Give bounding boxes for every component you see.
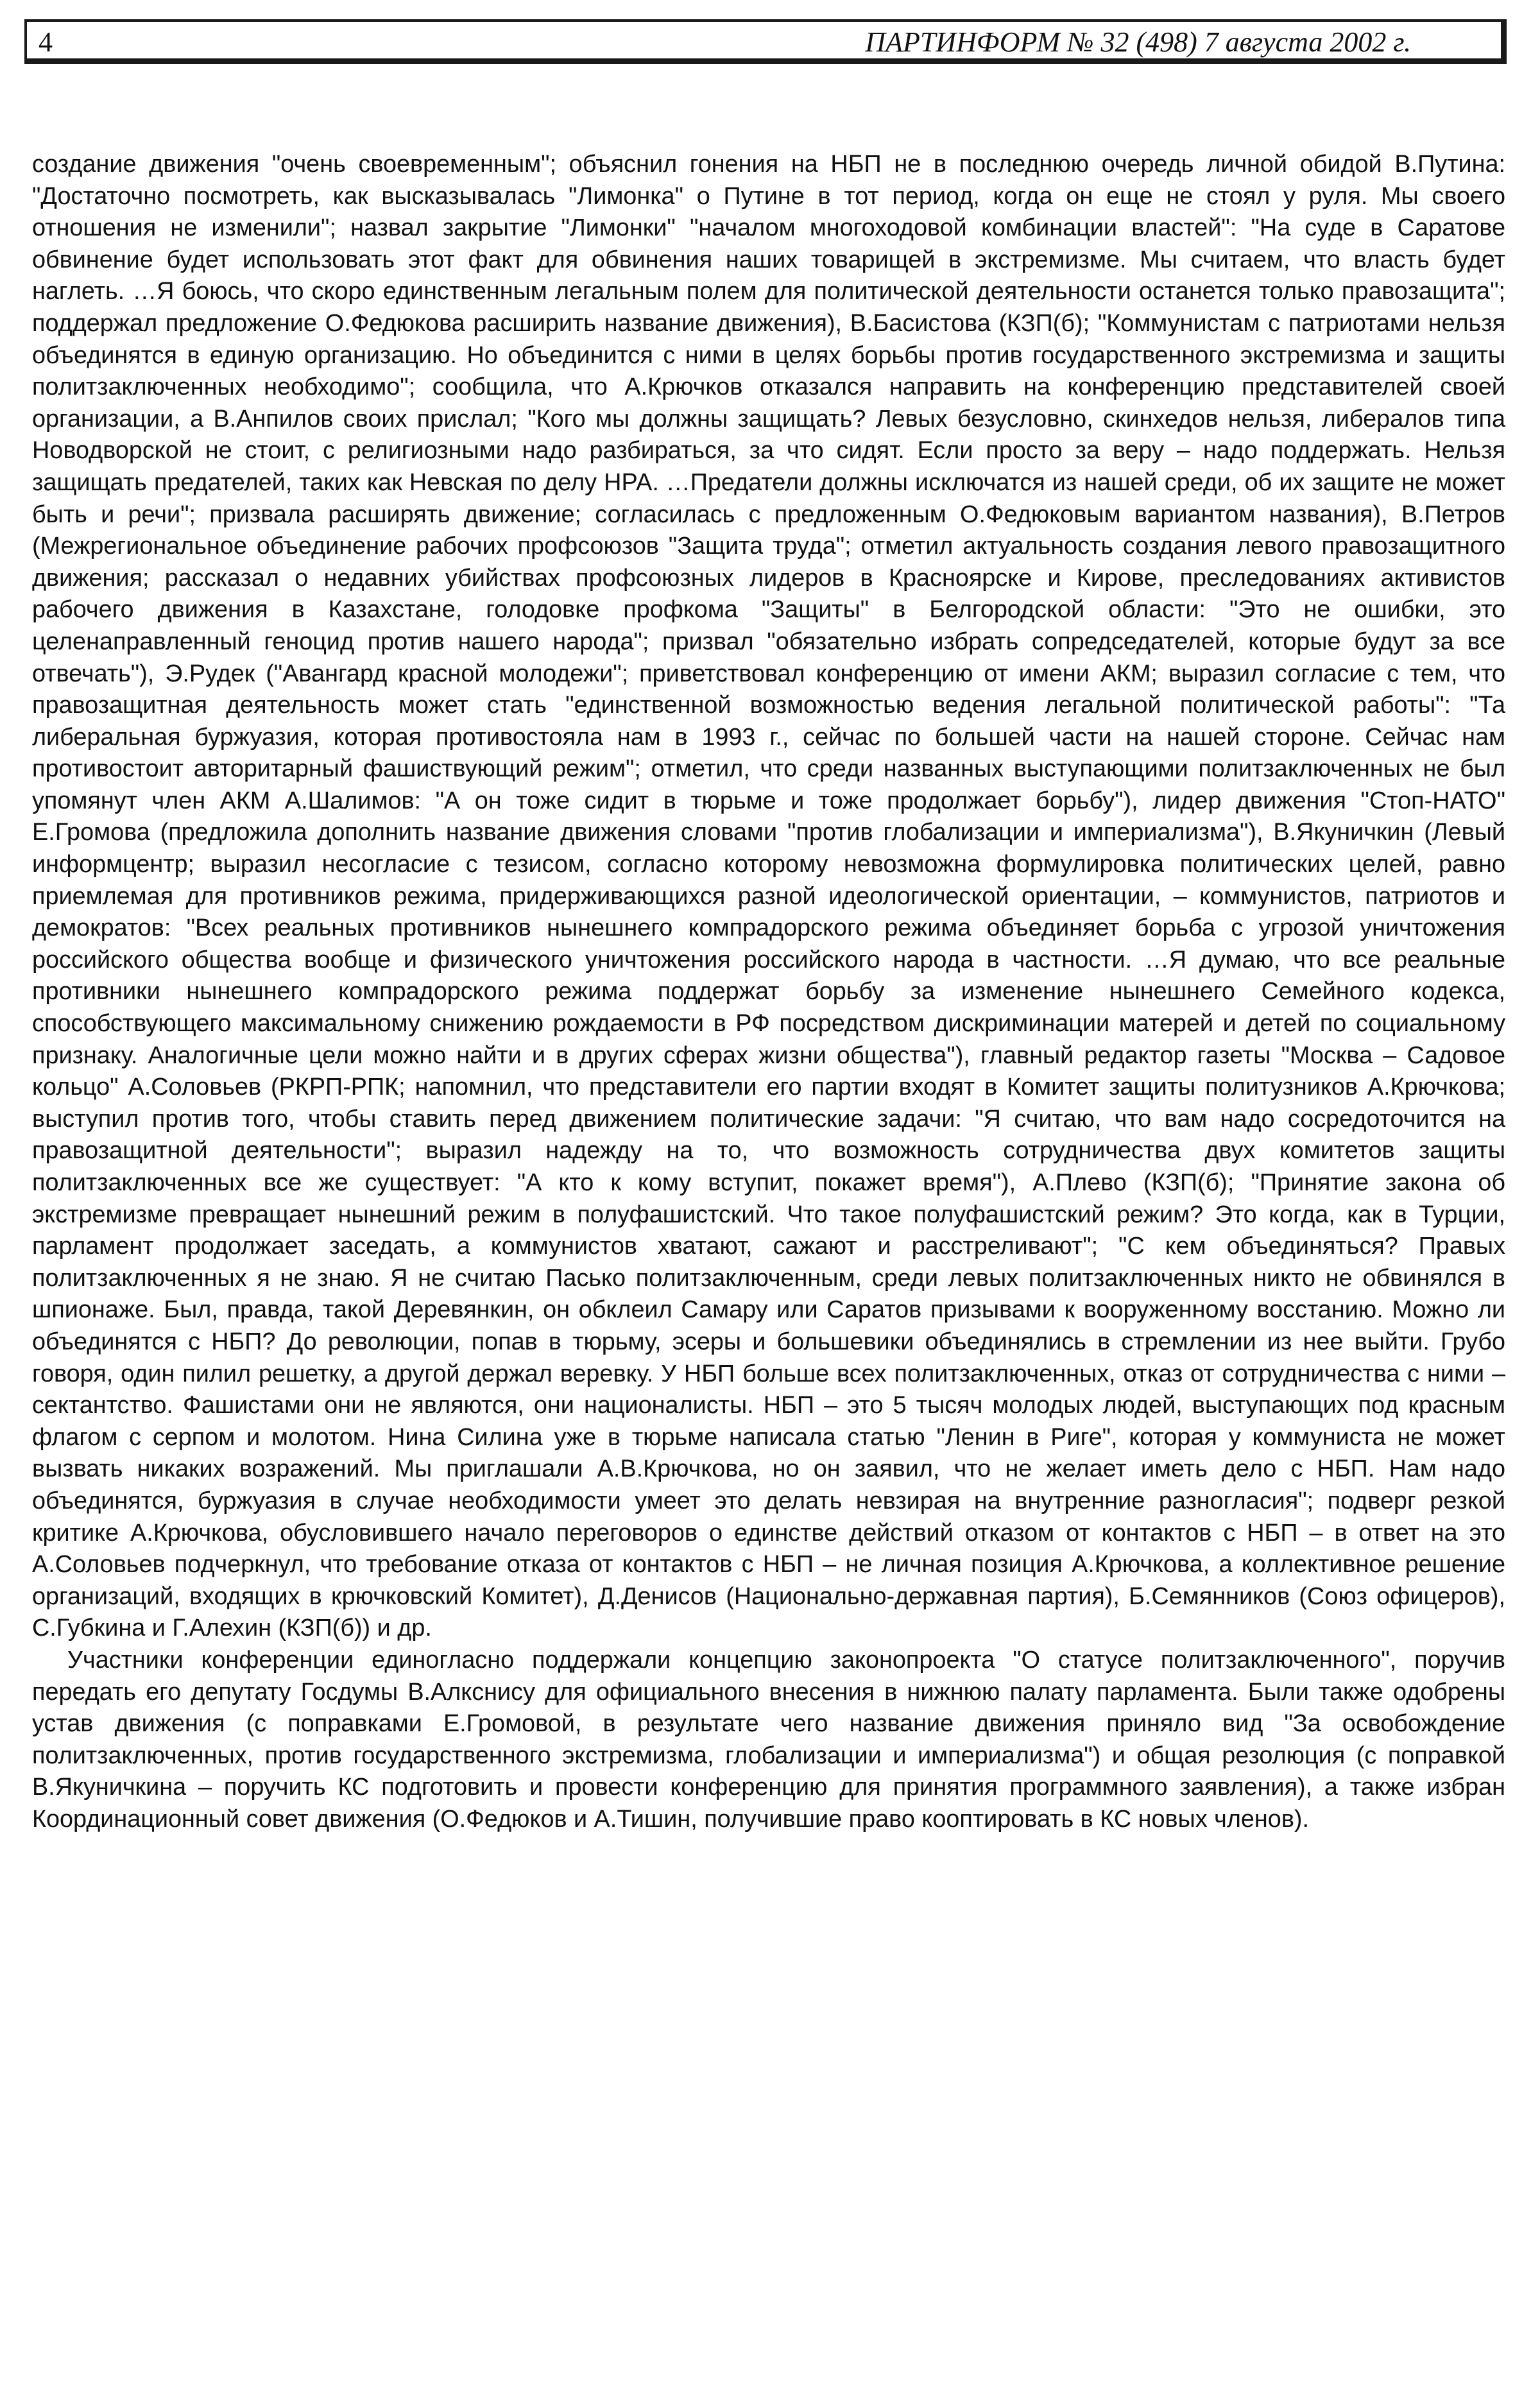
issue-title: ПАРТИНФОРМ № 32 (498) 7 августа 2002 г. [865,26,1411,58]
newspaper-page [24,19,1514,2368]
page-number: 4 [38,26,53,58]
article-paragraph: создание движения "очень своевременным"; объяснил гонения на НБП не в последнюю очередь личной обидой В.Путина: "Достаточно посмотреть, как высказывалась "Лимонка" о Путине в тот период, когда он еще не стоял у руля. Мы своего отношения не изменили"; назвал закрытие "Лимонки" "началом многоходовой комбинации властей": "На суде в Саратове обвинение будет использовать этот факт для обвинения наших товарищей в экстремизме. Мы считаем, что власть будет наглеть. …Я боюсь, что скоро единственным легальным полем для политической деятельности останется только правозащита"; поддержал предложение О.Федюкова расширить название движения), В.Басистова (КЗП(б); "Коммунистам с патриотами нельзя объединятся в единую организацию. Но объединится с ними в целях борьбы против государственного экстремизма и защиты политзаключенных необходимо"; сообщила, что А.Крючков отказался направить на конференцию представителей своей организации, а В.Анпилов своих прислал; "Кого мы должны защищать? Левых безусловно, скинхедов нельзя, либералов типа Новодворской не стоит, с религиозными надо разбираться, за что сидят. Если просто за веру – надо поддержать. Нельзя защищать предателей, таких как Невская по делу НРА. …Предатели должны исключатся из нашей среди, об их защите не может быть и речи"; призвала расширять движение; согласилась с предложенным О.Федюковым вариантом названия), В.Петров (Межрегиональное объединение рабочих профсоюзов "Защита труда"; отметил актуальность создания левого правозащитного движения; рассказал о недавних убийствах профсоюзных лидеров в Красноярске и Кирове, преследованиях активистов рабочего движения в Казахстане, голодовке профкома "Защиты" в Белгородской области: "Это не ошибки, это целенаправленный геноцид против нашего народа"; призвал "обязательно избрать сопредседателей, которые будут за все отвечать"), Э.Рудек ("Авангард красной молодежи"; приветствовал конференцию от имени АКМ; выразил согласие с тем, что правозащитная деятельность может стать "единственной возможностью ведения легальной политической работы": "Та либеральная буржуазия, которая противостояла нам в 1993 г., сейчас по большей части на нашей стороне. Сейчас нам противостоит авторитарный фашиствующий режим"; отметил, что среди названных выступающими политзаключенных не был упомянут член АКМ А.Шалимов: "А он тоже сидит в тюрьме и тоже продолжает борьбу"), лидер движения "Стоп-НАТО" Е.Громова (предложила дополнить название движения словами "против глобализации и империализма"), В.Якуничкин (Левый информцентр; выразил несогласие с тезисом, согласно которому невозможна формулировка политических целей, равно приемлемая для противников режима, придерживающихся разной идеологической ориентации, – коммунистов, патриотов и демократов: "Всех реальных противников нынешнего компрадорского режима объединяет борьба с угрозой уничтожения российского общества вообще и физического уничтожения российского народа в частности. …Я думаю, что все реальные противники нынешнего компрадорского режима поддержат борьбу за изменение нынешнего Семейного кодекса, способствующего максимальному снижению рождаемости в РФ посредством дискриминации матерей и детей по социальному признаку. Аналогичные цели можно найти и в других сферах жизни общества"), главный редактор газеты "Москва – Садовое кольцо" А.Соловьев (РКРП-РПК; напомнил, что представители его партии входят в Комитет защиты политузников А.Крючкова; выступил против того, чтобы ставить перед движением политические задачи: "Я считаю, что вам надо сосредоточится на правозащитной деятельности"; выразил надежду на то, что возможность сотрудничества двух комитетов защиты политзаключенных все же существует: "А кто к кому вступит, покажет время"), А.Плево (КЗП(б); "Принятие закона об экстремизме превращает нынешний режим в полуфашистский. Что такое полуфашистский режим? Это когда, как в Турции, парламент продолжает заседать, а коммунистов хватают, сажают и расстреливают"; "С кем объединяться? Правых политзаключенных я не знаю. Я не считаю Пасько политзаключенным, среди левых политзаключенных никто не обвинялся в шпионаже. Был, правда, такой Деревянкин, он обклеил Самару или Саратов призывами к вооруженному восстанию. Можно ли объединятся с НБП? До революции, попав в тюрьму, эсеры и большевики объединялись в стремлении из нее выйти. Грубо говоря, один пилил решетку, а другой держал веревку. У НБП больше всех политзаключенных, отказ от сотрудничества с ними – сектантство. Фашистами они не являются, они националисты. НБП – это 5 тысяч молодых людей, выступающих под красным флагом с серпом и молотом. Нина Силина уже в тюрьме написала статью "Ленин в Риге", которая у коммуниста не может вызвать никаких возражений. Мы приглашали А.В.Крючкова, но он заявил, что не желает иметь дело с НБП. Нам надо объединятся, буржуазия в случае необходимости умеет это делать невзирая на внутренние разногласия"; подверг резкой критике А.Крючкова, обусловившего начало переговоров о единстве действий отказом от контактов с НБП – в ответ на это А.Соловьев подчеркнул, что требование отказа от контактов с НБП – не личная позиция А.Крючкова, а коллективное решение организаций, входящих в крючковский Комитет), Д.Денисов (Национально-державная партия), Б.Семянников (Союз офицеров), С.Губкина и Г.Алехин (КЗП(б)) и др. [32,151,1505,1642]
article-paragraph: Участники конференции единогласно поддержали концепцию законопроекта "О статусе политзаключенного", поручив передать его депутату Госдумы В.Алкснису для официального внесения в нижнюю палату парламента. Были также одобрены устав движения (с поправками Е.Громовой, в результате чего название движения приняло вид "За освобождение политзаключенных, против государственного экстремизма, глобализации и империализма") и общая резолюция (с поправкой В.Якуничкина – поручить КС подготовить и провести конференцию для принятия программного заявления), а также избран Координационный совет движения (О.Федюков и А.Тишин, получившие право кооптировать в КС новых членов). [32,1646,1505,1833]
article-body [32,149,1505,1835]
page-header [24,19,1507,64]
